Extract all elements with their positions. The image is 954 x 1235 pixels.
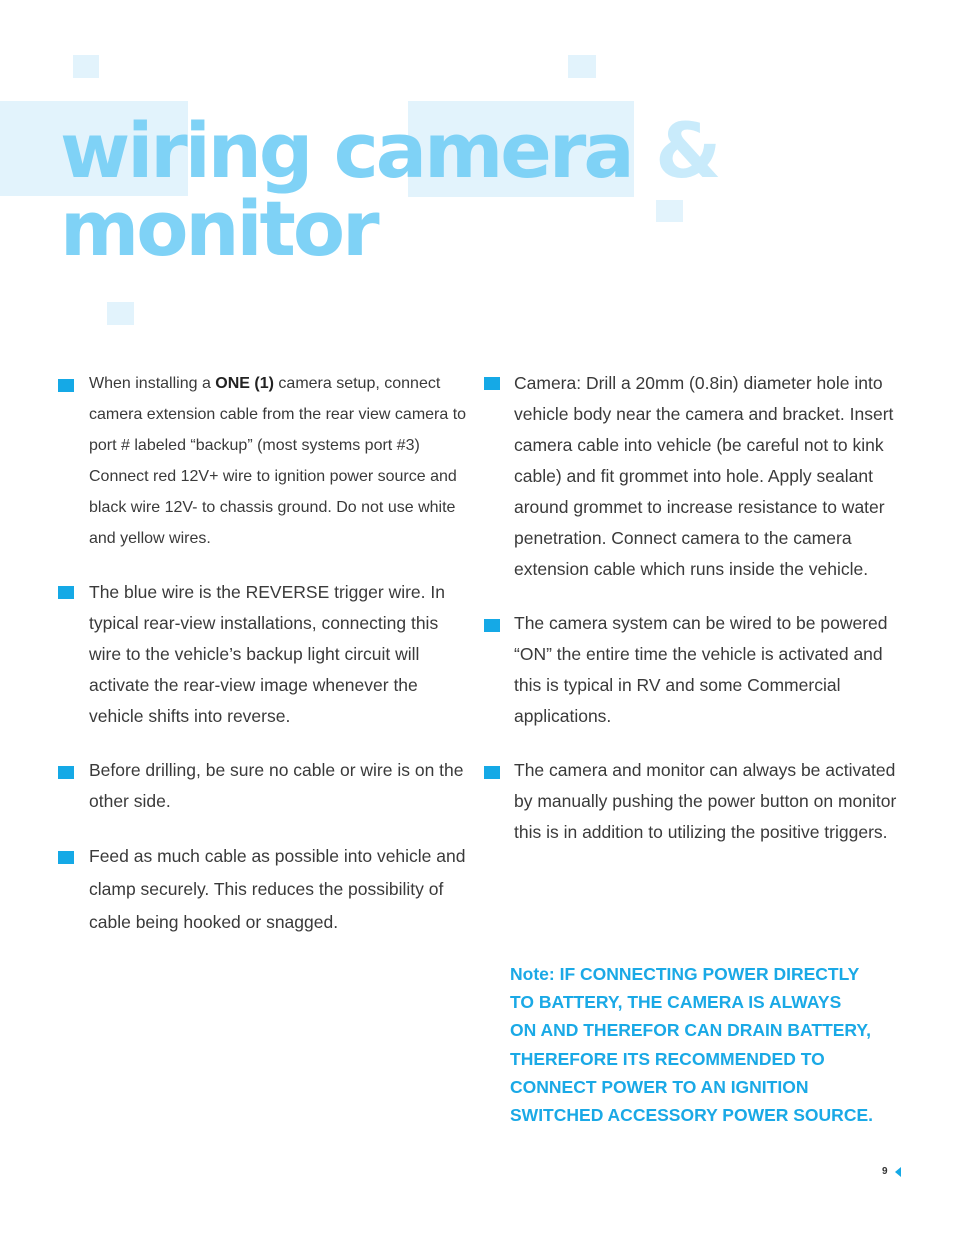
list-item-text: The blue wire is the REVERSE trigger wire. In typical rear-view installations, connecting this wire to the vehicle’s backup light circuit will activate the rear-view image whenever the vehicle shifts into reverse. bbox=[89, 582, 445, 726]
page-footer bbox=[882, 1166, 901, 1177]
list-item bbox=[58, 755, 468, 817]
list-item-text: Feed as much cable as possible into vehicle and clamp securely. This reduces the possibility of cable being hooked or snagged. bbox=[89, 846, 466, 932]
list-item-text: When installing a ONE (1) camera setup, connect camera extension cable from the rear view camera to port # labeled “backup” (most systems port #3) Connect red 12V+ wire to ignition power source and black wire 12V- to chassis ground. Do not use white and yellow wires. bbox=[89, 375, 467, 547]
bold-count: ONE (1) bbox=[215, 375, 274, 392]
list-item bbox=[58, 368, 468, 554]
bullet-square-icon bbox=[484, 766, 500, 779]
title-line-1: wiring camera bbox=[60, 106, 632, 195]
left-column bbox=[58, 368, 468, 939]
battery-note: Note: IF CONNECTING POWER DIRECTLY TO BATTERY, THE CAMERA IS ALWAYS ON AND THEREFOR CAN DRAIN BATTERY, THEREFORE ITS RECOMMENDED TO CONNECT POWER TO AN IGNITION SWITCHED ACCESSORY POWER SOURCE. bbox=[510, 964, 873, 1126]
bullet-square-icon bbox=[484, 619, 500, 632]
title-ampersand: & bbox=[655, 106, 719, 195]
list-item-text: Before drilling, be sure no cable or wire is on the other side. bbox=[89, 760, 464, 811]
page-title bbox=[60, 106, 719, 273]
list-item bbox=[484, 368, 904, 585]
bullet-square-icon bbox=[58, 379, 74, 392]
bullet-square-icon bbox=[58, 766, 74, 779]
list-item bbox=[58, 840, 468, 939]
list-item bbox=[58, 577, 468, 732]
list-item-text: Camera: Drill a 20mm (0.8in) diameter hole into vehicle body near the camera and bracket. Insert camera cable into vehicle (be careful not to kink cable) and fit grommet into hole. Apply sealant around grommet to increase resistance to water penetration. Connect camera to the camera extension cable which runs inside the vehicle. bbox=[514, 373, 894, 579]
bullet-square-icon bbox=[58, 851, 74, 864]
decor-square bbox=[107, 302, 134, 325]
bullet-square-icon bbox=[484, 377, 500, 390]
title-line-2: monitor bbox=[60, 184, 377, 273]
right-column bbox=[484, 368, 904, 848]
list-item-text: The camera system can be wired to be powered “ON” the entire time the vehicle is activated and this is typical in RV and some Commercial applications. bbox=[514, 613, 888, 726]
list-item bbox=[484, 608, 904, 732]
bullet-square-icon bbox=[58, 586, 74, 599]
decor-square bbox=[568, 55, 596, 78]
triangle-left-icon bbox=[895, 1167, 901, 1177]
page-number: 9 bbox=[882, 1166, 888, 1177]
decor-square bbox=[73, 55, 99, 78]
list-item bbox=[484, 755, 904, 848]
list-item-text: The camera and monitor can always be activated by manually pushing the power button on monitor this is in addition to utilizing the positive triggers. bbox=[514, 760, 897, 842]
